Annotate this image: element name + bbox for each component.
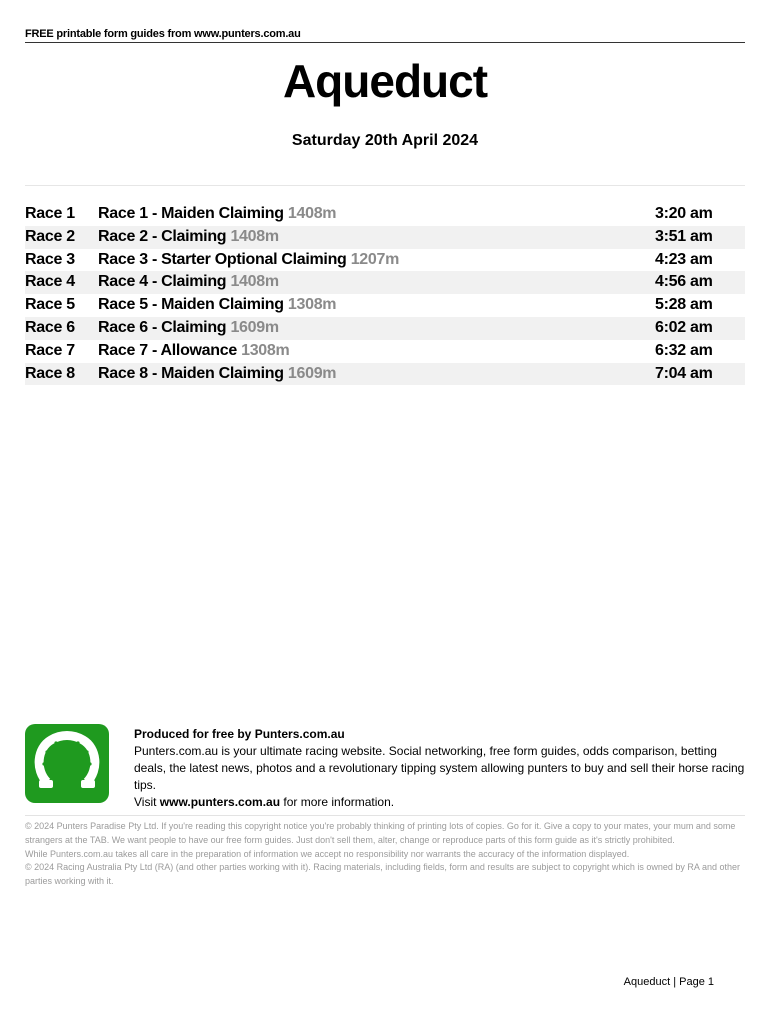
copyright-notice — [25, 820, 745, 889]
race-title — [98, 340, 655, 363]
punters-logo — [25, 724, 109, 803]
race-title — [98, 203, 655, 226]
race-row — [25, 340, 745, 363]
race-row — [25, 249, 745, 272]
race-time: 3:51 am — [655, 227, 713, 245]
race-distance: 1609m — [230, 318, 279, 336]
header-source-line: FREE printable form guides from www.punters.com.au — [25, 28, 745, 43]
race-time: 7:04 am — [655, 364, 713, 382]
race-row — [25, 271, 745, 294]
horseshoe-icon — [25, 724, 109, 803]
race-number: Race 6 — [25, 318, 75, 336]
race-row — [25, 317, 745, 340]
race-name: Race 1 - Maiden Claiming — [98, 205, 284, 222]
race-name: Race 3 - Starter Optional Claiming — [98, 250, 347, 268]
race-time: 6:02 am — [655, 318, 713, 336]
race-name: Race 8 - Maiden Claiming — [98, 364, 284, 382]
race-row — [25, 294, 745, 317]
promo-visit — [134, 794, 746, 811]
race-time: 4:23 am — [655, 250, 713, 268]
race-number: Race 7 — [25, 341, 75, 359]
race-number: Race 2 — [25, 227, 75, 245]
race-title — [98, 271, 655, 294]
race-name: Race 6 - Claiming — [98, 318, 227, 336]
race-time: 3:20 am — [655, 205, 713, 222]
promo-heading: Produced for free by Punters.com.au — [134, 727, 345, 741]
race-number: Race 4 — [25, 273, 75, 291]
race-distance: 1609m — [287, 364, 337, 382]
race-distance: 1408m — [230, 227, 279, 245]
divider — [25, 815, 745, 816]
racing-copyright-line: © 2024 Racing Australia Pty Ltd (RA) (and other parties working with it). Racing materials, including fields, form and results are subject to copyright which is owned by RA and other parties working with it. — [25, 862, 740, 887]
visit-prefix: Visit — [134, 795, 160, 809]
race-distance: 1308m — [287, 296, 337, 314]
race-name: Race 4 - Claiming — [98, 273, 227, 291]
race-distance: 1408m — [230, 273, 279, 291]
race-name: Race 2 - Claiming — [98, 227, 227, 245]
race-name: Race 5 - Maiden Claiming — [98, 296, 284, 314]
race-row — [25, 363, 745, 386]
race-title — [98, 363, 655, 386]
race-time: 6:32 am — [655, 341, 713, 359]
race-number: Race 8 — [25, 364, 75, 382]
page-title: Aqueduct — [282, 55, 488, 107]
promo-body: Punters.com.au is your ultimate racing website. Social networking, free form guides, odds comparison, betting deals, the latest news, photos and a revolutionary tipping system allowing punters to buy and sell their horse racing tips. — [134, 744, 745, 792]
visit-suffix: for more information. — [280, 795, 395, 809]
promo-block — [134, 726, 746, 811]
race-list — [25, 203, 745, 385]
website-link[interactable]: www.punters.com.au — [159, 795, 281, 809]
race-row — [25, 203, 745, 226]
race-title — [98, 226, 655, 249]
race-name: Race 7 - Allowance — [98, 341, 237, 359]
meeting-date: Saturday 20th April 2024 — [291, 132, 479, 149]
race-number: Race 3 — [25, 250, 75, 268]
race-title — [98, 249, 655, 272]
race-number: Race 1 — [25, 205, 75, 222]
race-distance: 1308m — [241, 341, 290, 359]
race-number: Race 5 — [25, 296, 75, 314]
race-distance: 1408m — [287, 205, 337, 222]
race-title — [98, 317, 655, 340]
race-distance: 1207m — [350, 250, 400, 268]
race-time: 5:28 am — [655, 296, 713, 314]
divider — [25, 185, 745, 186]
copyright-line: © 2024 Punters Paradise Pty Ltd. If you're reading this copyright notice you're probably thinking of printing lots of copies. Go for it. Give a copy to your mates, your mum and some strangers at the TAB. We want people to have our free form guides. Just don't sell them, alter, change or reproduce parts of this form guide as it's strictly prohibited. — [25, 821, 736, 845]
race-row — [25, 226, 745, 249]
disclaimer-line: While Punters.com.au takes all care in the preparation of information we accept no responsibility nor warrants the accuracy of the information displayed. — [25, 848, 630, 859]
race-title — [98, 294, 655, 317]
race-time: 4:56 am — [655, 273, 713, 291]
page-footer: Aqueduct | Page 1 — [623, 976, 714, 988]
